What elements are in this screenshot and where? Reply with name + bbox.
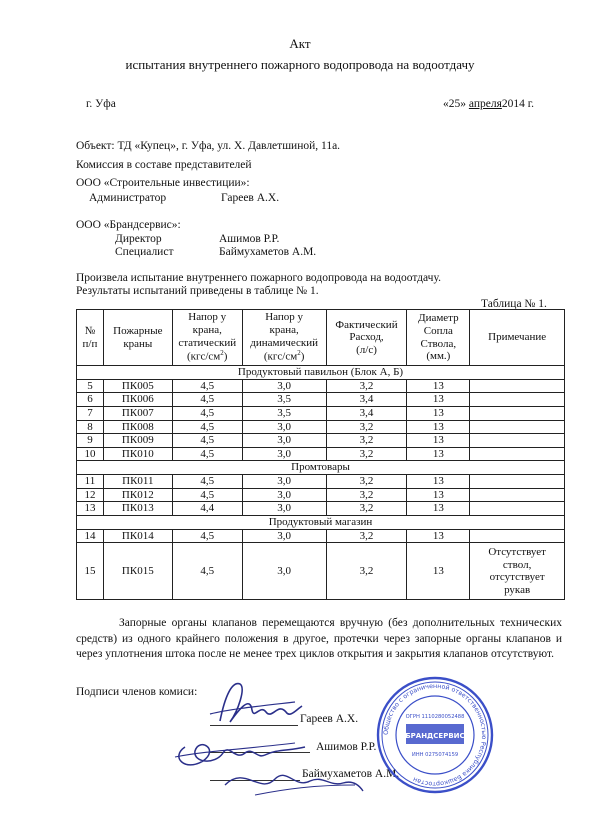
org2-name: ООО «Брандсервис»: (76, 219, 181, 231)
org1-name: ООО «Строительные инвестиции»: (76, 177, 250, 189)
group-row: Промтовары (77, 461, 565, 475)
table-row: 12 ПК012 4,5 3,0 3,2 13 (77, 488, 565, 502)
table-caption: Таблица № 1. (481, 298, 547, 310)
signature-scribble-3 (215, 755, 365, 803)
date-month: апреля (468, 98, 502, 110)
object-line: Объект: ТД «Купец», г. Уфа, ул. Х. Давлетшиной, 11а. (76, 140, 341, 152)
conclusion-paragraph: Запорные органы клапанов перемещаются вручную (без дополнительных технических средств) из одного крайнего положения в другое, протечки через запорные органы клапанов и через уплотнения штока после не менее трех циклов открытия и закрытия клапанов отсутствуют. (76, 617, 562, 660)
table-row: 7 ПК007 4,5 3,5 3,4 13 (77, 406, 565, 420)
group-row: Продуктовый магазин (77, 516, 565, 530)
table-row: 10 ПК010 4,5 3,0 3,2 13 (77, 447, 565, 461)
table-row: 6 ПК006 4,5 3,5 3,4 13 (77, 393, 565, 407)
org2-role-1: Директор (115, 233, 162, 245)
org2-person-1: Ашимов Р.Р. (219, 233, 280, 245)
header-diameter: Диаметр Сопла Ствола, (мм.) (407, 310, 470, 366)
table-row: 11 ПК011 4,5 3,0 3,2 13 (77, 475, 565, 489)
commission-line: Комиссия в составе представителей (76, 159, 252, 171)
stamp-inn: ИНН 0275074159 (411, 752, 459, 758)
table-row: 8 ПК008 4,5 3,0 3,2 13 (77, 420, 565, 434)
signature-scribble-1 (200, 676, 310, 731)
org2-role-2: Специалист (115, 246, 174, 258)
signer-name-1: Гареев А.Х. (300, 713, 359, 725)
table-row: 14 ПК014 4,5 3,0 3,2 13 (77, 529, 565, 543)
header-num: № п/п (77, 310, 104, 366)
intro-line-1: Произвела испытание внутреннего пожарного водопровода на водоотдачу. (76, 272, 441, 284)
document-date (443, 98, 534, 110)
header-dynamic-pressure: Напор у крана, динамический $(кгс/см^2)$ (242, 310, 326, 366)
note-cell: Отсутствует ствол, отсутствует рукав (470, 543, 565, 600)
intro-line-2: Результаты испытаний приведены в таблице № 1. (76, 285, 319, 297)
table-row: 9 ПК009 4,5 3,0 3,2 13 (77, 434, 565, 448)
signer-name-2: Ашимов Р.Р. (316, 741, 377, 753)
city: г. Уфа (86, 98, 116, 110)
date-day: «25» (443, 98, 466, 110)
date-year: 2014 г. (501, 98, 535, 110)
header-crane: Пожарные краны (103, 310, 172, 366)
table-header-row (77, 310, 565, 366)
stamp-ogrn: ОГРН 1110280052488 (405, 714, 465, 720)
signer-name-3: Баймухаметов А.М. (302, 768, 400, 780)
stamp-ring-text: Общество с ограниченной ответственностью Республика Башкортостан (382, 682, 488, 788)
signatures-label: Подписи членов комиси: (76, 686, 198, 698)
header-note: Примечание (470, 310, 565, 366)
table-row: 13 ПК013 4,4 3,0 3,2 13 (77, 502, 565, 516)
org2-person-2: Баймухаметов А.М. (219, 246, 317, 258)
document-title: Акт (289, 36, 311, 51)
stamp-center-text: БРАНДСЕРВИС (405, 732, 465, 740)
org1-role: Администратор (89, 192, 167, 204)
results-table (76, 309, 565, 600)
table-row: 15 ПК015 4,5 3,0 3,2 13 Отсутствует ствол, отсутствует рукав (77, 543, 565, 600)
group-row: Продуктовый павильон (Блок А, Б) (77, 366, 565, 380)
table-row: 5 ПК005 4,5 3,0 3,2 13 (77, 379, 565, 393)
header-static-pressure: Напор у крана, статический $(кгс/см^2)$ (172, 310, 242, 366)
org1-person: Гареев А.Х. (221, 192, 280, 204)
document-subtitle: испытания внутреннего пожарного водопровода на водоотдачу (125, 57, 475, 72)
company-stamp (376, 676, 494, 794)
header-flow: Фактический Расход, (л/с) (326, 310, 407, 366)
